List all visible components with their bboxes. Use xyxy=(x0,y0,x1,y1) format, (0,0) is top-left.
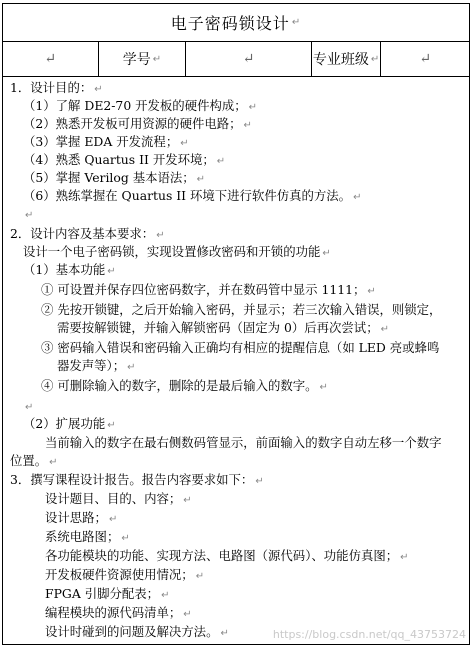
list-item: ① 可设置并保存四位密码数字，并在数码管中显示 1111； ↵ xyxy=(41,282,376,297)
list-item: 开发板硬件资源使用情况； ↵ xyxy=(45,567,205,582)
body-text: 当前输入的数字在最右侧数码管显示，前面输入的数字自动左移一个数字 xyxy=(45,435,442,450)
list-item: 各功能模块的功能、实现方法、电路图（源代码）、功能仿真图； ↵ xyxy=(45,548,409,563)
list-item: （1）了解 DE2-70 开发板的硬件构成； ↵ xyxy=(23,98,258,113)
class-value-cell[interactable] xyxy=(381,42,469,76)
watermark-url: https://blog.csdn.net/qq_43753724 xyxy=(272,628,466,641)
sub-heading: （1）基本功能 ↵ xyxy=(23,262,116,277)
list-item: 设计思路； ↵ xyxy=(45,510,118,525)
list-item: 设计时碰到的问题及解决方法。 ↵ xyxy=(45,624,229,639)
empty-line: ↵ xyxy=(25,210,34,221)
list-item-continuation: 器发声等）； ↵ xyxy=(57,358,136,373)
paragraph-mark: ↵ xyxy=(242,51,255,67)
requirements-body-cell xyxy=(2,77,470,645)
class-label: 专业班级 xyxy=(312,52,369,68)
body-text: 设计一个电子密码锁，实现设置修改密码和开锁的功能 ↵ xyxy=(23,244,331,259)
sub-heading: （2）扩展功能 ↵ xyxy=(23,416,116,431)
list-item: FPGA 引脚分配表； ↵ xyxy=(45,586,170,601)
paragraph-mark: ↵ xyxy=(291,17,302,28)
body-text-continuation: 位置。 ↵ xyxy=(10,453,58,468)
paragraph-mark: ↵ xyxy=(419,51,432,67)
list-item-continuation: 需要按解锁键，并输入解锁密码（固定为 0）后再次尝试； ↵ xyxy=(57,320,389,335)
section-heading: 2．设计内容及基本要求： ↵ xyxy=(10,226,165,241)
list-item: （6）熟练掌握在 Quartus II 环境下进行软件仿真的方法。 ↵ xyxy=(23,188,362,203)
list-item: （2）熟悉开发板可用资源的硬件电路； ↵ xyxy=(23,116,252,131)
list-item: 编程模块的源代码清单； ↵ xyxy=(45,605,192,620)
student-id-label: 学号 xyxy=(122,52,151,68)
list-item: 设计题目、目的、内容； ↵ xyxy=(45,491,192,506)
list-item: （3）掌握 EDA 开发流程； ↵ xyxy=(23,134,189,149)
list-item: ② 先按开锁键，之后开始输入密码，并显示；若三次输入错误，则锁定， xyxy=(41,302,442,317)
list-item: ③ 密码输入错误和密码输入正确均有相应的提醒信息（如 LED 亮或蜂鸣 xyxy=(41,340,440,355)
list-item: （4）熟悉 Quartus II 开发环境； ↵ xyxy=(23,152,226,167)
paragraph-mark: ↵ xyxy=(370,53,380,65)
class-label-cell xyxy=(312,42,382,76)
document-title: 电子密码锁设计 xyxy=(170,14,290,33)
paragraph-mark: ↵ xyxy=(152,53,162,65)
list-item: 系统电路图； ↵ xyxy=(45,529,130,544)
empty-line: ↵ xyxy=(25,402,34,413)
name-value-cell[interactable] xyxy=(3,42,99,76)
document-title-cell xyxy=(2,3,470,41)
list-item: ④ 可删除输入的数字，删除的是最后输入的数字。 ↵ xyxy=(41,378,328,393)
student-id-label-cell xyxy=(99,42,187,76)
section-heading: 3．撰写课程设计报告。报告内容要求如下： ↵ xyxy=(10,472,264,487)
section-heading: 1．设计目的： ↵ xyxy=(10,80,103,95)
student-info-row xyxy=(2,41,470,77)
paragraph-mark: ↵ xyxy=(44,51,57,67)
list-item: （5）掌握 Verilog 基本语法； ↵ xyxy=(23,170,206,185)
student-id-value-cell[interactable] xyxy=(186,42,311,76)
